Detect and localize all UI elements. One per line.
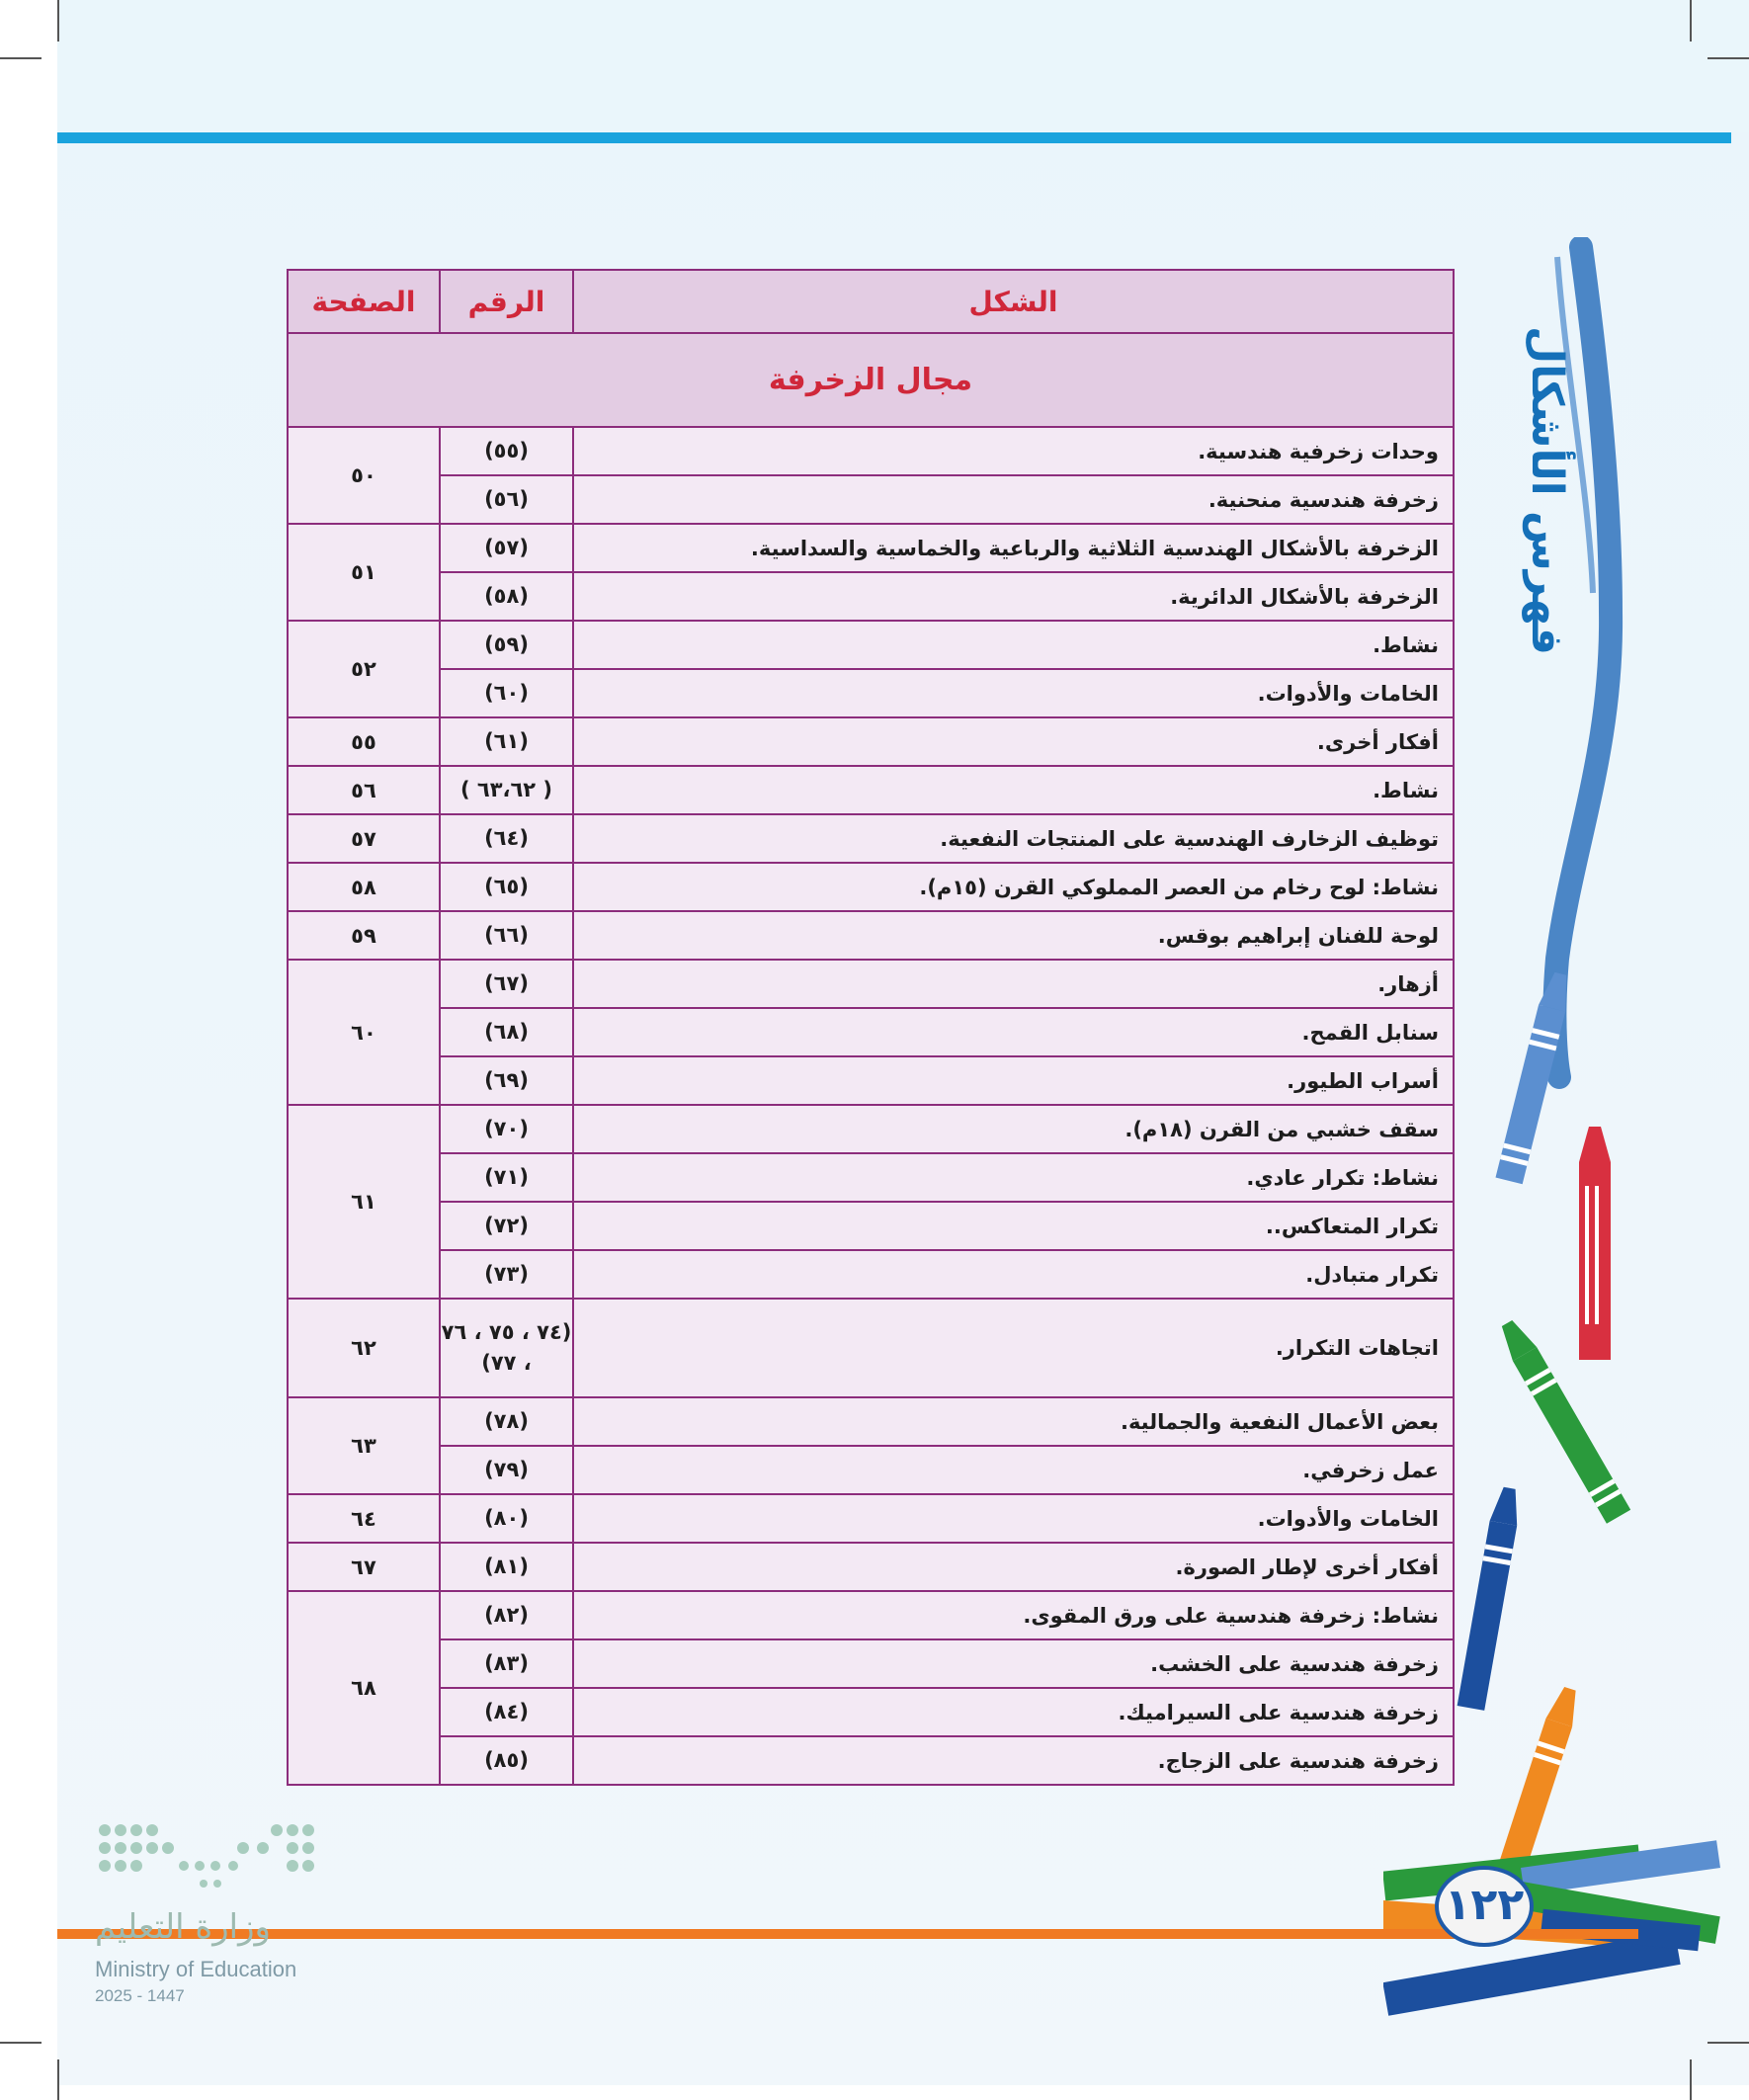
table-row (288, 960, 1454, 1008)
header-shape: الشكل (573, 270, 1454, 333)
page-cell: ٦٣ (288, 1397, 440, 1494)
figure-title-cell: زخرفة هندسية على الزجاج. (573, 1736, 1454, 1785)
figure-title-cell: أفكار أخرى لإطار الصورة. (573, 1543, 1454, 1591)
section-title: مجال الزخرفة (288, 333, 1454, 427)
figure-title-cell: زخرفة هندسية على السيراميك. (573, 1688, 1454, 1736)
figure-title-cell: نشاط: لوح رخام من العصر المملوكي القرن (١٥م). (573, 863, 1454, 911)
page-cell: ٥١ (288, 524, 440, 621)
ministry-logo (95, 1818, 322, 1907)
crop-mark (1707, 57, 1749, 59)
figure-number-cell: (٦٧) (440, 960, 573, 1008)
header-page: الصفحة (288, 270, 440, 333)
figure-number-cell: (٨٤) (440, 1688, 573, 1736)
figure-title-cell: نشاط: زخرفة هندسية على ورق المقوى. (573, 1591, 1454, 1639)
crop-mark (57, 0, 59, 42)
table-row (288, 863, 1454, 911)
figure-title-cell: أزهار. (573, 960, 1454, 1008)
figure-title-cell: الزخرفة بالأشكال الدائرية. (573, 572, 1454, 621)
figure-title-cell: سنابل القمح. (573, 1008, 1454, 1056)
page-cell: ٥٨ (288, 863, 440, 911)
figure-title-cell: أفكار أخرى. (573, 717, 1454, 766)
figure-title-cell: زخرفة هندسية منحنية. (573, 475, 1454, 524)
figure-number-cell: (٧٢) (440, 1202, 573, 1250)
header-number: الرقم (440, 270, 573, 333)
figure-number-cell: (٦٤) (440, 814, 573, 863)
page-cell: ٦٤ (288, 1494, 440, 1543)
crop-mark (1690, 0, 1692, 42)
table-header-row (288, 270, 1454, 333)
page-cell: ٦٠ (288, 960, 440, 1105)
bottom-orange-rule (57, 1929, 1638, 1939)
table-row (288, 1105, 1454, 1153)
figure-number-cell: (٥٩) (440, 621, 573, 669)
figure-title-cell: توظيف الزخارف الهندسية على المنتجات النفعية. (573, 814, 1454, 863)
crop-mark (1690, 2059, 1692, 2100)
table-row (288, 572, 1454, 621)
page-cell: ٥٩ (288, 911, 440, 960)
figure-number-cell: (٧٠) (440, 1105, 573, 1153)
figure-title-cell: نشاط. (573, 766, 1454, 814)
crop-mark (57, 2059, 59, 2100)
figure-number-cell: (٨٢) (440, 1591, 573, 1639)
navy-crayon (1458, 1485, 1524, 1710)
figure-number-cell: (٨٠) (440, 1494, 573, 1543)
figure-number-cell: (٨١) (440, 1543, 573, 1591)
top-band (57, 0, 1749, 132)
page-cell: ٦١ (288, 1105, 440, 1299)
figure-number-cell: (٧٤ ، ٧٥ ، ٧٦ ، ٧٧) (440, 1299, 573, 1397)
table-row (288, 766, 1454, 814)
figure-title-cell: تكرار متبادل. (573, 1250, 1454, 1299)
page-number: ١٢٢ (1435, 1866, 1534, 1947)
figure-title-cell: نشاط: تكرار عادي. (573, 1153, 1454, 1202)
ministry-arabic-name: وزارة التعليم (95, 1907, 271, 1947)
table-row (288, 1202, 1454, 1250)
page-cell: ٦٨ (288, 1591, 440, 1785)
figure-title-cell: الخامات والأدوات. (573, 1494, 1454, 1543)
figure-number-cell: (٥٧) (440, 524, 573, 572)
figure-number-cell: (٦٦) (440, 911, 573, 960)
table-row (288, 1688, 1454, 1736)
page-cell: ٥٧ (288, 814, 440, 863)
figure-number-cell: (٥٥) (440, 427, 573, 475)
figure-number-cell: (٦٥) (440, 863, 573, 911)
figure-number-cell: (٨٥) (440, 1736, 573, 1785)
ministry-year: 2025 - 1447 (95, 1986, 185, 2005)
figure-number-cell: ( ٦٣،٦٢ ) (440, 766, 573, 814)
top-blue-rule (57, 132, 1731, 143)
figure-title-cell: سقف خشبي من القرن (١٨م). (573, 1105, 1454, 1153)
table-row (288, 1494, 1454, 1543)
table-row (288, 717, 1454, 766)
crop-mark (1707, 2042, 1749, 2044)
table-row (288, 1736, 1454, 1785)
table-row (288, 524, 1454, 572)
page-cell: ٦٧ (288, 1543, 440, 1591)
figures-index-table (287, 269, 1455, 1786)
figure-number-cell: (٦٨) (440, 1008, 573, 1056)
figure-title-cell: زخرفة هندسية على الخشب. (573, 1639, 1454, 1688)
figure-number-cell: (٨٣) (440, 1639, 573, 1688)
table-row (288, 669, 1454, 717)
table-row (288, 814, 1454, 863)
table-row (288, 1153, 1454, 1202)
figure-title-cell: الزخرفة بالأشكال الهندسية الثلاثية والرباعية والخماسية والسداسية. (573, 524, 1454, 572)
red-crayon (1579, 1127, 1611, 1360)
page-cell: ٥٢ (288, 621, 440, 717)
ministry-english-name: Ministry of Education (95, 1957, 297, 1981)
figure-number-cell: (٧٩) (440, 1446, 573, 1494)
side-title: فهرس الأشكال (1522, 326, 1572, 655)
table-row (288, 911, 1454, 960)
table-row (288, 1543, 1454, 1591)
figure-number-cell: (٧٨) (440, 1397, 573, 1446)
page-cell: ٥٦ (288, 766, 440, 814)
table-row (288, 1397, 1454, 1446)
table-row (288, 1056, 1454, 1105)
page-cell: ٦٢ (288, 1299, 440, 1397)
table-row (288, 475, 1454, 524)
figure-title-cell: بعض الأعمال النفعية والجمالية. (573, 1397, 1454, 1446)
table-row (288, 427, 1454, 475)
figure-number-cell: (٥٦) (440, 475, 573, 524)
table-row (288, 621, 1454, 669)
page-cell: ٥٠ (288, 427, 440, 524)
page-cell: ٥٥ (288, 717, 440, 766)
figure-title-cell: لوحة للفنان إبراهيم بوقس. (573, 911, 1454, 960)
figure-number-cell: (٧١) (440, 1153, 573, 1202)
table-row (288, 1299, 1454, 1397)
figure-number-cell: (٦٠) (440, 669, 573, 717)
crop-mark (0, 2042, 42, 2044)
figure-title-cell: تكرار المتعاكس.. (573, 1202, 1454, 1250)
figure-title-cell: الخامات والأدوات. (573, 669, 1454, 717)
table-row (288, 1250, 1454, 1299)
table-row (288, 1591, 1454, 1639)
crayon-pile (1383, 1840, 1720, 2016)
figure-number-cell: (٦٩) (440, 1056, 573, 1105)
crop-mark (0, 57, 42, 59)
table-row (288, 1639, 1454, 1688)
figure-title-cell: وحدات زخرفية هندسية. (573, 427, 1454, 475)
figure-title-cell: عمل زخرفي. (573, 1446, 1454, 1494)
figure-number-cell: (٧٣) (440, 1250, 573, 1299)
figure-title-cell: اتجاهات التكرار. (573, 1299, 1454, 1397)
table-row (288, 1446, 1454, 1494)
section-row (288, 333, 1454, 427)
figure-number-cell: (٥٨) (440, 572, 573, 621)
figure-title-cell: نشاط. (573, 621, 1454, 669)
figure-title-cell: أسراب الطيور. (573, 1056, 1454, 1105)
table-row (288, 1008, 1454, 1056)
figure-number-cell: (٦١) (440, 717, 573, 766)
